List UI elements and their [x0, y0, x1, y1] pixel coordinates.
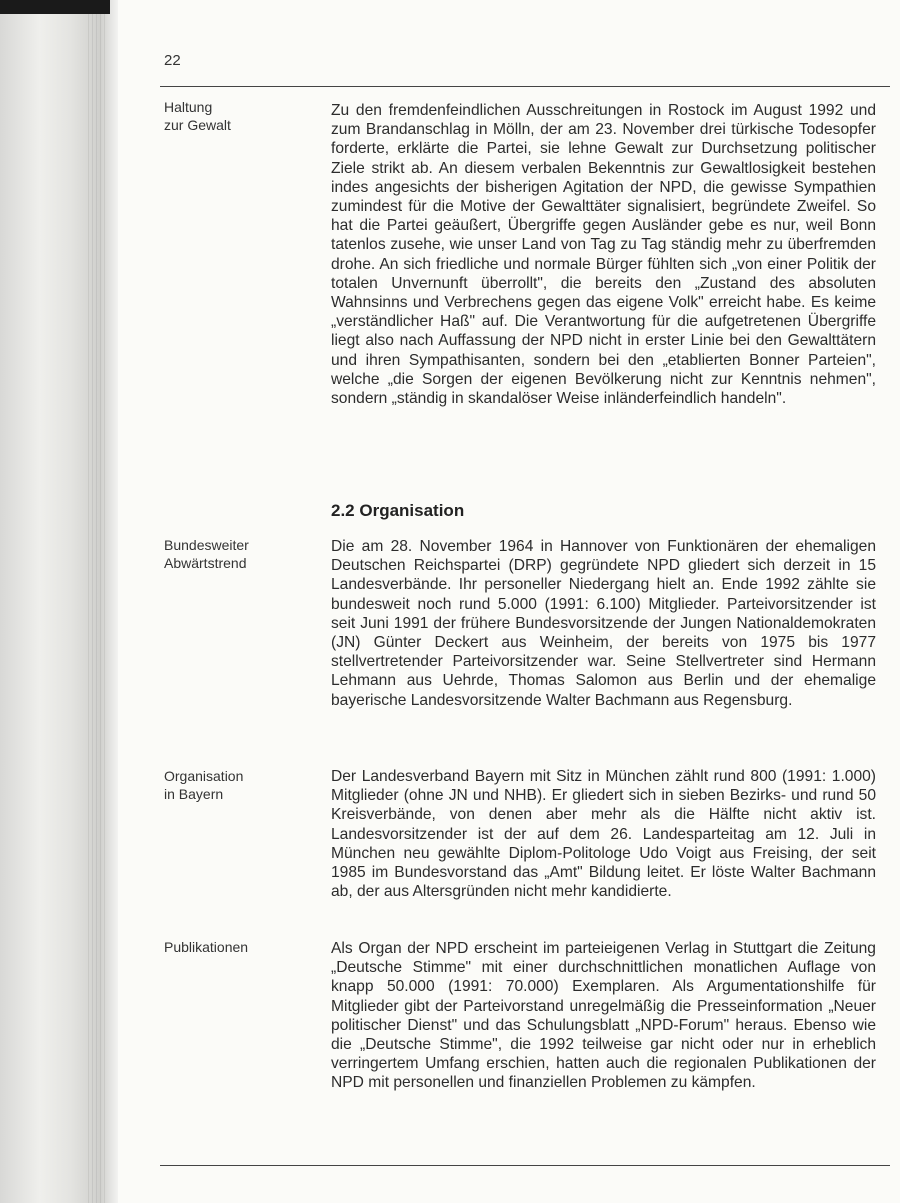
margin-note-line: zur Gewalt — [164, 117, 231, 133]
margin-note-line: Publikationen — [164, 939, 249, 955]
scan-dark-corner — [0, 0, 110, 14]
margin-note-abwaertstrend — [164, 536, 304, 572]
margin-note-line: Haltung — [164, 99, 213, 115]
margin-note-haltung — [164, 98, 304, 134]
margin-note-line: Abwärtstrend — [164, 555, 247, 571]
section-heading: 2.2 Organisation — [331, 501, 465, 520]
top-rule — [160, 86, 890, 87]
paragraph-publikationen: Als Organ der NPD erscheint im parteieigenen Verlag in Stuttgart die Zeitung „Deutsche Stimme" mit einer durchschnittlichen monatlichen Auflage von knapp 50.000 (1991: 70.000) Exemplaren. Als Argumentationshilfe für Mitglieder gibt der Parteivorstand unregelmäßig die Presseinformation „Neuer politischer Dienst" und das Schulungsblatt „NPD-Forum" heraus. Ebenso wie die „Deutsche Stimme", die 1992 teilweise gar nicht oder nur in erheblich verringertem Umfang erschien, hatten auch die regionalen Publikationen der NPD mit personellen und finanziellen Problemen zu kämpfen. — [331, 940, 876, 1092]
margin-note-line: in Bayern — [164, 786, 224, 802]
margin-note-bayern — [164, 767, 304, 803]
paragraph-haltung: Zu den fremdenfeindlichen Ausschreitungen in Rostock im August 1992 und zum Brandanschlag in Mölln, der am 23. November drei türkische Todesopfer forderte, erklärte die Partei, sie lehne Gewalt zur Durchsetzung politischer Ziele strikt ab. An diesem verbalen Bekenntnis zur Gewaltlosigkeit bestehen indes angesichts der bisherigen Agitation der NPD, die gewisse Sympathien zumindest für die Motive der Gewalttäter signalisiert, begründete Zweifel. So hat die Partei geäußert, Übergriffe gegen Ausländer gebe es nur, weil Bonn tatenlos zusehe, wie unser Land von Tag zu Tag ständig mehr zu überfremden drohe. An sich friedliche und normale Bürger fühlten sich „von einer Politik der totalen Unvernunft überrollt", die bereits den „Zustand des absoluten Wahnsinns und Verbrechens gegen das eigene Volk" erreicht habe. Es keime „verständlicher Haß" auf. Die Verantwortung für die aufgetretenen Übergriffe liegt also nach Auffassung der NPD nicht in erster Linie bei den Gewalttätern und ihren Sympathisanten, sondern bei den „etablierten Bonner Parteien", welche „die Sorgen der eigenen Bevölkerung nicht zur Kenntnis nehmen", sondern „ständig in skandalöser Weise inländerfeindlich handeln". — [331, 102, 876, 408]
scan-binding-edge — [0, 0, 118, 1203]
paragraph-bayern: Der Landesverband Bayern mit Sitz in München zählt rund 800 (1991: 1.000) Mitglieder (ohne JN und NHB). Er gliedert sich in sieben Bezirks- und rund 50 Kreisverbände, von denen aber mehr als die Hälfte nicht aktiv ist. Landesvorsitzender ist der auf dem 26. Landesparteitag am 12. Juli in München neu gewählte Diplom-Politologe Udo Voigt aus Freising, der seit 1985 im Bundesvorstand das „Amt" Bildung leitet. Er löste Walter Bachmann ab, der aus Altersgründen nicht mehr kandidierte. — [331, 768, 876, 901]
margin-note-line: Bundesweiter — [164, 537, 249, 553]
page-number: 22 — [164, 52, 181, 69]
margin-note-publikationen — [164, 938, 304, 956]
bottom-rule — [160, 1165, 890, 1166]
paragraph-organisation: Die am 28. November 1964 in Hannover von Funktionären der ehemaligen Deutschen Reichspartei (DRP) gegründete NPD gliedert sich derzeit in 15 Landesverbände. Ihr personeller Niedergang hielt an. Ende 1992 zählte sie bundesweit noch rund 5.000 (1991: 6.100) Mitglieder. Parteivorsitzender ist seit Juni 1991 der frühere Bundesvorsitzende der Jungen Nationaldemokraten (JN) Günter Deckert aus Weinheim, der bereits von 1975 bis 1977 stellvertretender Parteivorsitzender war. Seine Stellvertreter sind Hermann Lehmann aus Uehrde, Thomas Salomon aus Berlin und der ehemalige bayerische Landesvorsitzende Walter Bachmann aus Regensburg. — [331, 538, 876, 709]
document-page — [118, 0, 900, 1203]
margin-note-line: Organisation — [164, 768, 244, 784]
